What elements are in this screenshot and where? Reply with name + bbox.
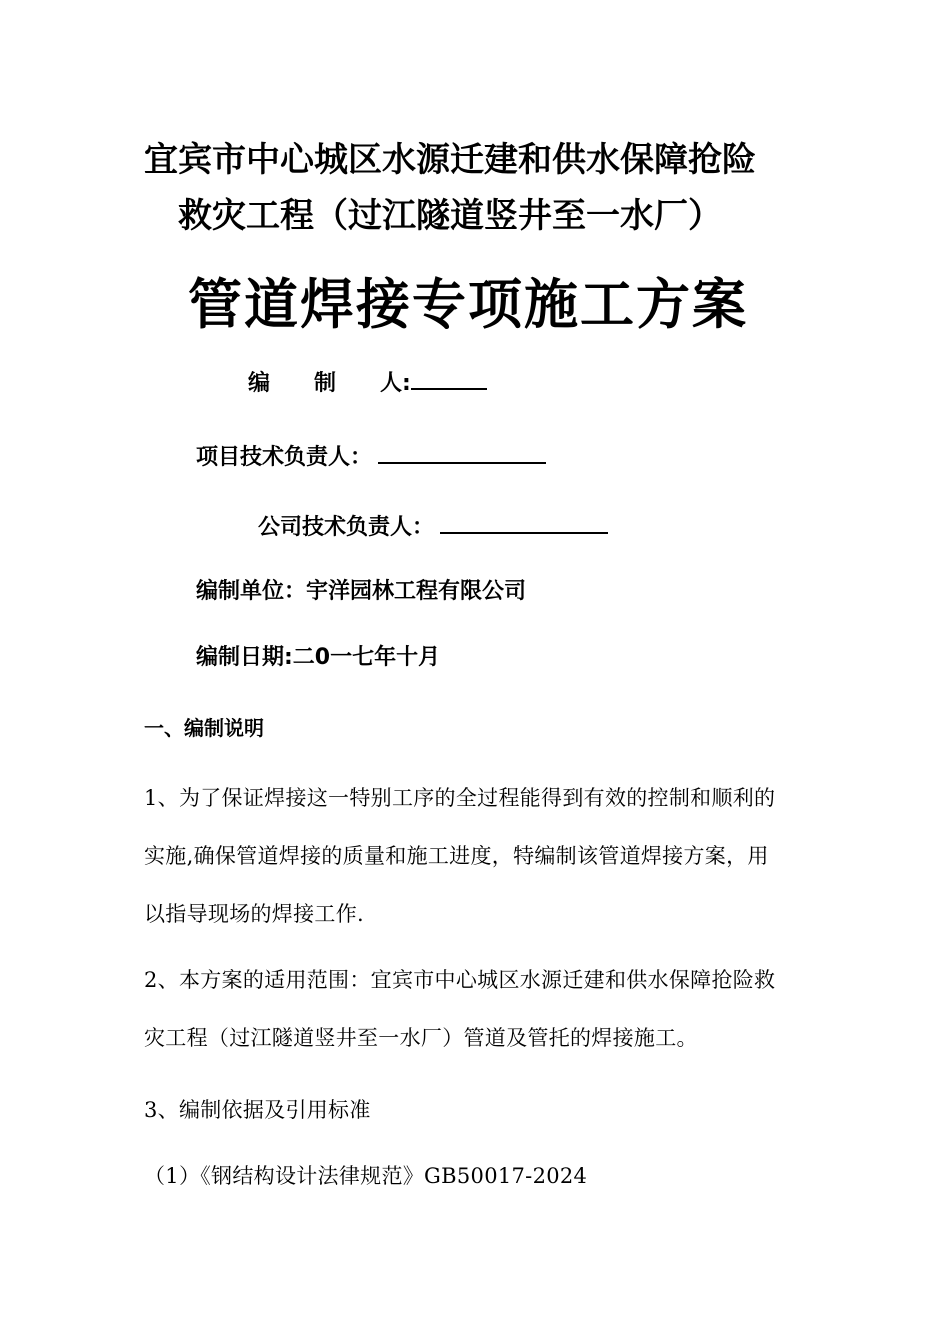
paragraph-1-line-3: 以指导现场的焊接工作. [144,902,364,926]
project-tech-blank-line [378,440,546,464]
paragraph-1-line-1: 1、为了保证焊接这一特别工序的全过程能得到有效的控制和顺利的 [144,786,776,810]
paragraph-1-line-2: 实施,确保管道焊接的质量和施工进度，特编制该管道焊接方案，用 [144,844,769,868]
paragraph-2-line-1: 2、本方案的适用范围：宜宾市中心城区水源迁建和供水保障抢险救 [144,968,776,992]
compiler-label: 编 制 人: [248,371,411,396]
company-tech-blank-line [440,510,608,534]
main-title: 管道焊接专项施工方案 [188,272,748,336]
section-heading: 一、编制说明 [144,716,264,740]
compile-date: 编制日期:二0一七年十月 [196,645,441,670]
project-tech-row [196,440,546,471]
title-line-1: 宜宾市中心城区水源迁建和供水保障抢险 [144,140,756,180]
compiler-row [248,366,487,397]
compiler-blank-line [411,366,487,390]
project-tech-label: 项目技术负责人： [196,445,373,470]
title-line-2: 救灾工程（过江隧道竖井至一水厂） [178,196,722,236]
reference-1: （1）《钢结构设计法律规范》GB50017-2024 [144,1164,588,1188]
company-tech-row [258,510,608,541]
paragraph-2-line-2: 灾工程（过江隧道竖井至一水厂）管道及管托的焊接施工。 [144,1026,698,1050]
paragraph-3: 3、编制依据及引用标准 [144,1098,371,1122]
compile-unit: 编制单位：宇洋园林工程有限公司 [196,579,527,604]
company-tech-label: 公司技术负责人： [258,515,435,540]
